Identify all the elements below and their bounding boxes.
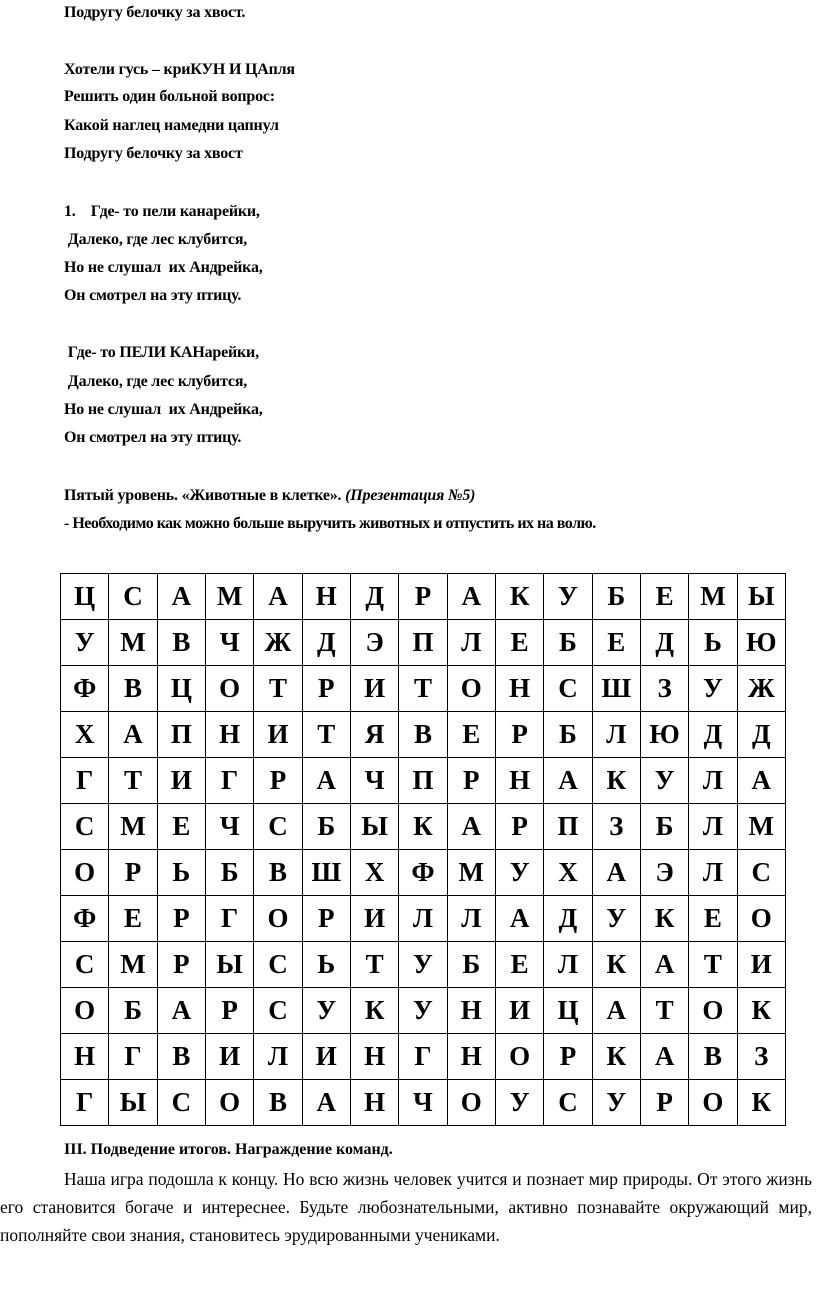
- grid-cell: Ж: [254, 620, 302, 666]
- grid-cell: И: [350, 896, 398, 942]
- grid-cell: Т: [640, 988, 688, 1034]
- grid-cell: Ы: [350, 804, 398, 850]
- grid-cell: А: [447, 574, 495, 620]
- grid-cell: Э: [640, 850, 688, 896]
- letter-grid: [60, 573, 786, 1126]
- grid-cell: Л: [544, 942, 592, 988]
- grid-cell: А: [640, 942, 688, 988]
- grid-cell: О: [61, 988, 109, 1034]
- poem-line: Подругу белочку за хвост.: [64, 4, 246, 21]
- grid-cell: У: [399, 988, 447, 1034]
- grid-cell: Ю: [640, 712, 688, 758]
- grid-cell: Д: [302, 620, 350, 666]
- grid-cell: Е: [640, 574, 688, 620]
- grid-cell: Р: [157, 896, 205, 942]
- grid-cell: А: [592, 988, 640, 1034]
- grid-cell: В: [109, 666, 157, 712]
- grid-cell: И: [495, 988, 543, 1034]
- grid-cell: П: [544, 804, 592, 850]
- grid-cell: К: [640, 896, 688, 942]
- grid-cell: Ж: [737, 666, 785, 712]
- grid-cell: М: [109, 620, 157, 666]
- grid-cell: Л: [447, 620, 495, 666]
- grid-cell: О: [447, 1080, 495, 1126]
- grid-cell: Л: [689, 758, 737, 804]
- grid-cell: У: [592, 1080, 640, 1126]
- poem-line: Подругу белочку за хвост: [64, 145, 243, 162]
- grid-row: [61, 804, 786, 850]
- grid-cell: Ч: [205, 620, 253, 666]
- grid-cell: У: [495, 1080, 543, 1126]
- grid-cell: Н: [61, 1034, 109, 1080]
- level-note: (Презентация №5): [345, 487, 476, 504]
- grid-cell: К: [592, 1034, 640, 1080]
- grid-cell: П: [399, 620, 447, 666]
- grid-row: [61, 574, 786, 620]
- grid-row: [61, 1034, 786, 1080]
- grid-cell: Г: [61, 758, 109, 804]
- grid-cell: А: [447, 804, 495, 850]
- grid-cell: Д: [350, 574, 398, 620]
- grid-cell: М: [109, 804, 157, 850]
- grid-cell: Л: [689, 850, 737, 896]
- grid-cell: Я: [350, 712, 398, 758]
- grid-cell: З: [737, 1034, 785, 1080]
- grid-cell: Ш: [302, 850, 350, 896]
- grid-cell: В: [157, 1034, 205, 1080]
- grid-cell: Р: [640, 1080, 688, 1126]
- grid-cell: Т: [350, 942, 398, 988]
- grid-cell: С: [544, 1080, 592, 1126]
- grid-cell: К: [350, 988, 398, 1034]
- grid-cell: Ф: [61, 666, 109, 712]
- grid-cell: Ы: [109, 1080, 157, 1126]
- grid-cell: Е: [689, 896, 737, 942]
- grid-cell: Р: [302, 896, 350, 942]
- grid-cell: О: [61, 850, 109, 896]
- poem-line: Далеко, где лес клубится,: [64, 373, 248, 390]
- poem-line: Но не слушал их Андрейка,: [64, 259, 263, 276]
- level-title: Пятый уровень. «Животные в клетке».: [64, 487, 346, 504]
- grid-cell: Г: [61, 1080, 109, 1126]
- grid-cell: И: [350, 666, 398, 712]
- grid-cell: Н: [350, 1080, 398, 1126]
- grid-cell: Ч: [350, 758, 398, 804]
- grid-cell: И: [302, 1034, 350, 1080]
- grid-cell: К: [495, 574, 543, 620]
- grid-cell: Р: [495, 804, 543, 850]
- grid-cell: М: [205, 574, 253, 620]
- grid-cell: А: [302, 1080, 350, 1126]
- grid-cell: П: [399, 758, 447, 804]
- grid-cell: У: [544, 574, 592, 620]
- grid-cell: Н: [205, 712, 253, 758]
- poem-line: Он смотрел на эту птицу.: [64, 429, 242, 446]
- grid-cell: И: [205, 1034, 253, 1080]
- poem-line: Далеко, где лес клубится,: [64, 231, 248, 248]
- grid-cell: О: [495, 1034, 543, 1080]
- grid-cell: У: [302, 988, 350, 1034]
- grid-cell: Р: [399, 574, 447, 620]
- grid-cell: К: [737, 988, 785, 1034]
- grid-cell: О: [205, 666, 253, 712]
- grid-cell: Д: [689, 712, 737, 758]
- grid-cell: Б: [109, 988, 157, 1034]
- grid-cell: Р: [205, 988, 253, 1034]
- poem-line: Он смотрел на эту птицу.: [64, 287, 242, 304]
- grid-cell: Х: [61, 712, 109, 758]
- grid-cell: К: [737, 1080, 785, 1126]
- grid-cell: Ц: [61, 574, 109, 620]
- grid-cell: Ы: [737, 574, 785, 620]
- grid-cell: Ц: [544, 988, 592, 1034]
- grid-cell: Э: [350, 620, 398, 666]
- grid-cell: Р: [302, 666, 350, 712]
- grid-cell: И: [254, 712, 302, 758]
- grid-cell: Н: [447, 1034, 495, 1080]
- grid-cell: С: [61, 804, 109, 850]
- grid-cell: Н: [447, 988, 495, 1034]
- grid-cell: Л: [399, 896, 447, 942]
- grid-cell: С: [544, 666, 592, 712]
- grid-cell: Х: [544, 850, 592, 896]
- grid-cell: У: [399, 942, 447, 988]
- grid-row: [61, 988, 786, 1034]
- grid-cell: Б: [205, 850, 253, 896]
- grid-cell: А: [254, 574, 302, 620]
- grid-cell: Б: [592, 574, 640, 620]
- grid-cell: Л: [592, 712, 640, 758]
- grid-cell: Р: [157, 942, 205, 988]
- grid-cell: Д: [737, 712, 785, 758]
- grid-row: [61, 1080, 786, 1126]
- grid-cell: Ы: [205, 942, 253, 988]
- grid-cell: И: [737, 942, 785, 988]
- grid-cell: Г: [205, 896, 253, 942]
- grid-cell: О: [447, 666, 495, 712]
- grid-cell: А: [302, 758, 350, 804]
- grid-cell: Н: [495, 758, 543, 804]
- grid-row: [61, 896, 786, 942]
- grid-cell: О: [689, 1080, 737, 1126]
- grid-cell: Е: [157, 804, 205, 850]
- grid-cell: Д: [640, 620, 688, 666]
- grid-cell: Т: [689, 942, 737, 988]
- grid-cell: О: [689, 988, 737, 1034]
- grid-cell: А: [157, 988, 205, 1034]
- grid-cell: Р: [254, 758, 302, 804]
- grid-cell: П: [157, 712, 205, 758]
- grid-row: [61, 712, 786, 758]
- grid-cell: Ц: [157, 666, 205, 712]
- grid-cell: М: [447, 850, 495, 896]
- grid-cell: Е: [495, 620, 543, 666]
- grid-cell: С: [254, 942, 302, 988]
- grid-cell: Е: [109, 896, 157, 942]
- grid-cell: З: [592, 804, 640, 850]
- level-instruction: - Необходимо как можно больше выручить животных и отпустить их на волю.: [64, 515, 596, 532]
- poem-line: 1. Где- то пели канарейки,: [64, 203, 260, 220]
- grid-cell: Т: [302, 712, 350, 758]
- grid-cell: М: [109, 942, 157, 988]
- grid-cell: У: [495, 850, 543, 896]
- grid-cell: Т: [254, 666, 302, 712]
- grid-cell: Р: [544, 1034, 592, 1080]
- grid-cell: В: [689, 1034, 737, 1080]
- grid-cell: Б: [302, 804, 350, 850]
- poem-line: Где- то ПЕЛИ КАНарейки,: [64, 344, 259, 361]
- grid-cell: Г: [205, 758, 253, 804]
- grid-cell: О: [737, 896, 785, 942]
- grid-cell: Е: [447, 712, 495, 758]
- grid-cell: А: [157, 574, 205, 620]
- grid-cell: Р: [495, 712, 543, 758]
- grid-cell: Ф: [61, 896, 109, 942]
- grid-cell: У: [61, 620, 109, 666]
- grid-cell: А: [544, 758, 592, 804]
- grid-cell: Ш: [592, 666, 640, 712]
- grid-cell: Л: [254, 1034, 302, 1080]
- grid-cell: С: [109, 574, 157, 620]
- grid-cell: В: [254, 850, 302, 896]
- grid-cell: У: [640, 758, 688, 804]
- summary-paragraph: Наша игра подошла к концу. Но всю жизнь человек учится и познает мир природы. От этого жизнь его становится богаче и интереснее. Будьте любознательными, активно познавайте окружающий мир, пополняйте свои знания, становитесь эрудированными учениками.: [0, 1169, 812, 1245]
- grid-cell: Ю: [737, 620, 785, 666]
- grid-cell: Б: [544, 712, 592, 758]
- grid-cell: Р: [109, 850, 157, 896]
- level-heading: [64, 486, 475, 506]
- grid-cell: В: [157, 620, 205, 666]
- grid-cell: Ь: [689, 620, 737, 666]
- grid-cell: С: [254, 988, 302, 1034]
- grid-cell: Ь: [302, 942, 350, 988]
- grid-cell: Н: [302, 574, 350, 620]
- grid-cell: К: [592, 758, 640, 804]
- grid-cell: А: [592, 850, 640, 896]
- grid-row: [61, 942, 786, 988]
- grid-row: [61, 850, 786, 896]
- poem-line: Хотели гусь – криКУН И ЦАпля: [64, 61, 295, 78]
- grid-cell: Б: [640, 804, 688, 850]
- grid-cell: Ф: [399, 850, 447, 896]
- grid-cell: С: [254, 804, 302, 850]
- grid-cell: Г: [399, 1034, 447, 1080]
- grid-cell: У: [592, 896, 640, 942]
- grid-cell: А: [109, 712, 157, 758]
- grid-cell: Л: [689, 804, 737, 850]
- grid-cell: Ь: [157, 850, 205, 896]
- grid-cell: Е: [592, 620, 640, 666]
- grid-cell: К: [592, 942, 640, 988]
- grid-cell: Р: [447, 758, 495, 804]
- grid-cell: А: [495, 896, 543, 942]
- grid-cell: М: [689, 574, 737, 620]
- grid-cell: Е: [495, 942, 543, 988]
- grid-cell: Б: [544, 620, 592, 666]
- grid-cell: Ч: [205, 804, 253, 850]
- grid-cell: С: [61, 942, 109, 988]
- grid-row: [61, 620, 786, 666]
- grid-cell: А: [640, 1034, 688, 1080]
- grid-cell: Б: [447, 942, 495, 988]
- poem-line: Но не слушал их Андрейка,: [64, 401, 263, 418]
- grid-cell: О: [254, 896, 302, 942]
- grid-cell: У: [689, 666, 737, 712]
- grid-cell: Д: [544, 896, 592, 942]
- grid-cell: Т: [399, 666, 447, 712]
- poem-line: Решить один больной вопрос:: [64, 88, 275, 105]
- grid-cell: И: [157, 758, 205, 804]
- grid-cell: Н: [350, 1034, 398, 1080]
- grid-cell: Л: [447, 896, 495, 942]
- grid-cell: З: [640, 666, 688, 712]
- grid-cell: К: [399, 804, 447, 850]
- grid-cell: В: [399, 712, 447, 758]
- grid-cell: М: [737, 804, 785, 850]
- grid-cell: В: [254, 1080, 302, 1126]
- grid-row: [61, 666, 786, 712]
- grid-cell: А: [737, 758, 785, 804]
- grid-cell: Н: [495, 666, 543, 712]
- grid-cell: С: [157, 1080, 205, 1126]
- grid-cell: Т: [109, 758, 157, 804]
- grid-row: [61, 758, 786, 804]
- poem-line: Какой наглец намедни цапнул: [64, 117, 279, 134]
- grid-cell: Г: [109, 1034, 157, 1080]
- grid-cell: С: [737, 850, 785, 896]
- grid-cell: О: [205, 1080, 253, 1126]
- grid-cell: Х: [350, 850, 398, 896]
- grid-cell: Ч: [399, 1080, 447, 1126]
- summary-heading: III. Подведение итогов. Награждение команд.: [64, 1141, 393, 1158]
